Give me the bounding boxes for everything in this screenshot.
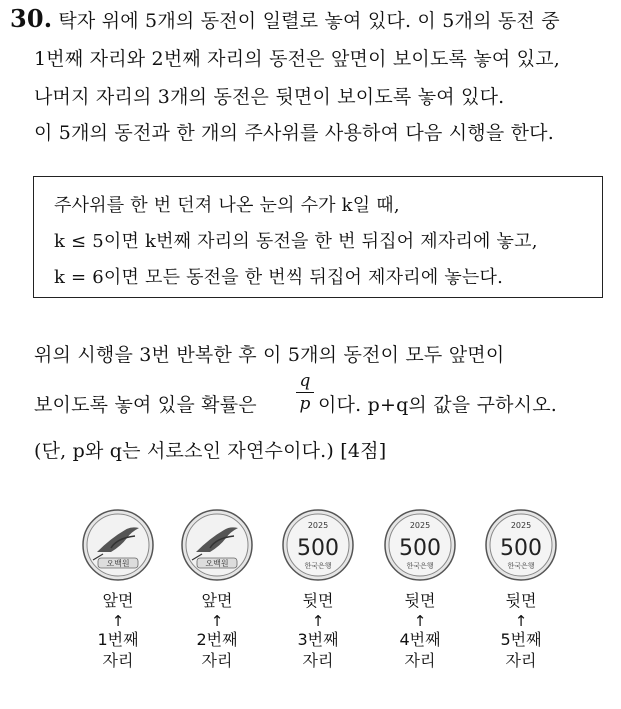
coin-value: 500 [399, 536, 441, 561]
coin-position-line-1: 1번째 [97, 630, 139, 649]
after-line-2-before: 보이도록 놓여 있을 확률은 [34, 394, 257, 416]
question-line-1 [10, 4, 560, 33]
fraction-bar [296, 392, 314, 393]
coin-position-line-2: 자리 [102, 651, 134, 670]
after-line-2-after: 이다. p+q의 값을 구하시오. [318, 394, 558, 416]
coin-front-text: 오백원 [205, 559, 229, 568]
coin-year: 2025 [409, 521, 431, 530]
procedure-line-2: k ≤ 5이면 k번째 자리의 동전을 한 번 뒤집어 제자리에 놓고, [54, 231, 538, 252]
coin-row [0, 508, 621, 708]
procedure-line-1: 주사위를 한 번 던져 나온 눈의 수가 k일 때, [54, 195, 400, 216]
coin-bank: 한국은행 [406, 562, 434, 570]
coin-position-line-2: 자리 [302, 651, 334, 670]
procedure-line-3: k = 6이면 모든 동전을 한 번씩 뒤집어 제자리에 놓는다. [54, 267, 504, 288]
probability-fraction [296, 372, 314, 413]
coin-3 [273, 508, 363, 671]
coin-back-icon [281, 508, 355, 582]
coin-front-icon [180, 508, 254, 582]
coin-4 [375, 508, 465, 671]
coin-position-line-1: 5번째 [500, 630, 542, 649]
after-line-3: (단, p와 q는 서로소인 자연수이다.) [4점] [34, 440, 387, 462]
coin-value: 500 [500, 536, 542, 561]
coin-face-label: 뒷면 [302, 591, 334, 610]
coin-bank: 한국은행 [507, 562, 535, 570]
coin-face-label: 뒷면 [505, 591, 537, 610]
question-number: 30. [10, 4, 53, 33]
question-line-2: 1번째 자리와 2번째 자리의 동전은 앞면이 보이도록 놓여 있고, [34, 48, 561, 70]
coin-5 [476, 508, 566, 671]
coin-year: 2025 [510, 521, 532, 530]
up-arrow-icon: ↑ [111, 612, 125, 630]
coin-face-label: 앞면 [102, 591, 134, 610]
procedure-box [33, 176, 603, 298]
coin-face-label: 뒷면 [404, 591, 436, 610]
up-arrow-icon: ↑ [514, 612, 528, 630]
coin-1 [73, 508, 163, 671]
coin-2 [172, 508, 262, 671]
coin-value: 500 [297, 536, 339, 561]
coin-face-label: 앞면 [201, 591, 233, 610]
fraction-denominator: p [299, 394, 311, 414]
coin-front-text: 오백원 [106, 559, 130, 568]
up-arrow-icon: ↑ [413, 612, 427, 630]
coin-position-line-1: 3번째 [297, 630, 339, 649]
coin-year: 2025 [307, 521, 329, 530]
coin-position-line-2: 자리 [201, 651, 233, 670]
coin-bank: 한국은행 [304, 562, 332, 570]
coin-back-icon [383, 508, 457, 582]
coin-position-line-1: 2번째 [196, 630, 238, 649]
coin-position-line-1: 4번째 [399, 630, 441, 649]
up-arrow-icon: ↑ [210, 612, 224, 630]
after-line-1: 위의 시행을 3번 반복한 후 이 5개의 동전이 모두 앞면이 [34, 344, 505, 366]
coin-front-icon [81, 508, 155, 582]
coin-position-line-2: 자리 [505, 651, 537, 670]
up-arrow-icon: ↑ [311, 612, 325, 630]
question-text-1: 탁자 위에 5개의 동전이 일렬로 놓여 있다. 이 5개의 동전 중 [58, 10, 560, 32]
fraction-numerator: q [299, 371, 311, 391]
question-line-3: 나머지 자리의 3개의 동전은 뒷면이 보이도록 놓여 있다. [34, 86, 505, 108]
coin-position-line-2: 자리 [404, 651, 436, 670]
coin-back-icon [484, 508, 558, 582]
question-line-4: 이 5개의 동전과 한 개의 주사위를 사용하여 다음 시행을 한다. [34, 122, 554, 144]
